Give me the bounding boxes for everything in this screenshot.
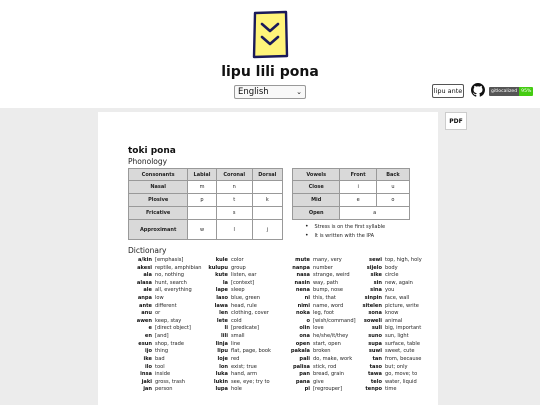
language-select-value: English (238, 87, 269, 97)
dictionary-word: a/kin (137, 257, 152, 263)
dictionary-word: anu (141, 310, 152, 317)
table-row (293, 194, 410, 207)
dictionary-gloss: but; only (385, 363, 408, 370)
dictionary-column (282, 257, 356, 394)
dictionary-gloss: this, that (313, 295, 336, 302)
dictionary-entry (202, 356, 271, 364)
dictionary-gloss: new, again (385, 279, 413, 286)
dictionary-word: supa (368, 340, 382, 347)
dictionary-gloss: picture, write (385, 302, 419, 309)
table-cell: w (188, 220, 216, 240)
row-header: Nasal (129, 181, 188, 194)
dictionary-entry (354, 265, 422, 273)
dictionary-word: telo (370, 378, 382, 385)
dictionary-word: sijelo (366, 264, 382, 271)
dictionary-column (128, 257, 202, 394)
dictionary-gloss: listen, ear (231, 272, 257, 279)
dictionary-gloss: [emphasis] (155, 257, 184, 263)
dictionary-word: nena (295, 287, 310, 294)
dictionary-gloss: head, rule (231, 302, 257, 309)
dictionary-gloss: name, word (313, 302, 344, 309)
dictionary-word: suli (371, 325, 382, 332)
dictionary-gloss: reptile, amphibian (155, 264, 202, 271)
table-header: Consonants (129, 169, 188, 181)
dictionary-entry (128, 280, 202, 288)
dictionary-entry (202, 265, 271, 273)
dictionary-word: lete (216, 317, 228, 324)
dictionary-entry (282, 333, 356, 341)
dictionary-word: pana (295, 378, 310, 385)
dictionary-gloss: bread, grain (313, 371, 345, 378)
dictionary-entry (202, 310, 271, 318)
table-row (129, 194, 283, 207)
dictionary-entry (128, 318, 202, 326)
row-header: Plosive (129, 194, 188, 207)
dictionary-entry (128, 364, 202, 372)
consonants-table (128, 168, 283, 240)
dictionary-word: esun (138, 340, 152, 347)
dictionary-word: nimi (297, 302, 310, 309)
dictionary-word: noka (296, 310, 310, 317)
dictionary-word: lupa (215, 386, 228, 393)
dictionary-entry (354, 333, 422, 341)
dictionary-gloss: low (155, 295, 164, 302)
dictionary-word: sike (370, 272, 382, 279)
table-cell: m (188, 181, 216, 194)
dictionary-word: taso (369, 363, 382, 370)
dictionary-gloss: [predicate] (231, 325, 260, 332)
dictionary-word: lon (219, 363, 228, 370)
dictionary-word: luka (215, 371, 228, 378)
table-header: Dorsal (252, 169, 282, 181)
dictionary-entry (202, 348, 271, 356)
dictionary-word: ike (143, 355, 152, 362)
dictionary-word: suwi (368, 348, 382, 355)
dictionary-word: jaki (141, 378, 152, 385)
dictionary-gloss: [and] (155, 333, 169, 340)
table-row (293, 207, 410, 220)
dictionary-word: nasin (294, 279, 310, 286)
row-header: Open (293, 207, 340, 220)
dictionary-entry (354, 364, 422, 372)
dictionary-gloss: time (385, 386, 397, 393)
table-cell (252, 181, 282, 194)
dictionary-entry (128, 325, 202, 333)
dictionary-entry (202, 325, 271, 333)
dictionary-gloss: no, nothing (155, 272, 185, 279)
dictionary-word: pan (299, 371, 310, 378)
dictionary-entry (202, 318, 271, 326)
dictionary-entry (354, 310, 422, 318)
table-cell: t (216, 194, 252, 207)
dictionary-gloss: you (385, 287, 395, 294)
dictionary-entry (354, 257, 422, 265)
dictionary-gloss: red (231, 355, 240, 362)
dictionary-word: lukin (213, 378, 228, 385)
dictionary-word: tan (372, 355, 382, 362)
dictionary-gloss: way, path (313, 279, 339, 286)
row-header: Close (293, 181, 340, 194)
dictionary-gloss: go, move; to (385, 371, 418, 378)
dictionary-entry (282, 341, 356, 349)
dictionary-word: sitelen (362, 302, 382, 309)
dictionary-column (354, 257, 422, 394)
lipu-ante-button[interactable]: lipu ante (432, 84, 464, 98)
dictionary-word: lawa (214, 302, 228, 309)
dictionary-entry (128, 310, 202, 318)
dictionary-entry (202, 272, 271, 280)
dictionary-entry (128, 265, 202, 273)
dictionary-entry (202, 287, 271, 295)
table-header: Back (376, 169, 409, 181)
dictionary-entry (202, 257, 271, 265)
dictionary-entry (202, 341, 271, 349)
dictionary-gloss: exist; true (231, 363, 257, 370)
dictionary-word: nanpa (292, 264, 310, 271)
dictionary-gloss: surface, table (385, 340, 420, 347)
dictionary-entry (282, 257, 356, 265)
dictionary-word: jan (143, 386, 152, 393)
dictionary-word: lipu (217, 348, 228, 355)
dictionary-word: ala (143, 272, 152, 279)
gitlocalized-badge[interactable] (489, 87, 533, 96)
dictionary-entry (354, 371, 422, 379)
dictionary-entry (354, 287, 422, 295)
dictionary-entry (282, 295, 356, 303)
dictionary-gloss: shop, trade (155, 340, 185, 347)
dictionary-entry (282, 364, 356, 372)
dictionary-gloss: animal (385, 317, 403, 324)
dictionary-column (202, 257, 271, 394)
dictionary-entry (128, 371, 202, 379)
dictionary-entry (354, 280, 422, 288)
phonology-heading: Phonology (128, 157, 168, 166)
table-row (129, 181, 283, 194)
dictionary-word: kule (215, 257, 228, 263)
dictionary-gloss: body (385, 264, 398, 271)
table-cell: l (216, 220, 252, 240)
dictionary-gloss: [regrouper] (313, 386, 343, 393)
dictionary-word: linja (215, 340, 228, 347)
dictionary-entry (354, 341, 422, 349)
dictionary-gloss: blue, green (231, 295, 260, 302)
dictionary-entry (202, 333, 271, 341)
dictionary-gloss: sun, light (385, 333, 409, 340)
dictionary-word: awen (136, 317, 152, 324)
dictionary-word: anpa (137, 295, 152, 302)
dictionary-gloss: thing (155, 348, 169, 355)
dictionary-word: laso (216, 295, 228, 302)
dictionary-entry (128, 272, 202, 280)
dictionary-gloss: stick, rod (313, 363, 337, 370)
dictionary-gloss: all, everything (155, 287, 192, 294)
row-header: Mid (293, 194, 340, 207)
dictionary-entry (354, 348, 422, 356)
dictionary-gloss: from, because (385, 355, 422, 362)
note-item: • It is written with the IPA (305, 231, 385, 240)
table-header: Coronal (216, 169, 252, 181)
dictionary-entry (282, 356, 356, 364)
table-cell: o (376, 194, 409, 207)
document-title: toki pona (128, 146, 176, 156)
dictionary-word: len (219, 310, 228, 317)
dictionary-entry (128, 287, 202, 295)
dictionary-entry (282, 280, 356, 288)
dictionary-gloss: [direct object] (155, 325, 191, 332)
table-cell: j (252, 220, 282, 240)
dictionary-gloss: color (231, 257, 244, 263)
dictionary-gloss: or (155, 310, 161, 317)
note-item: • Stress is on the first syllable (305, 222, 385, 231)
dictionary-gloss: bad (155, 355, 165, 362)
dictionary-gloss: water, liquid (385, 378, 417, 385)
dictionary-word: open (295, 340, 310, 347)
chevron-down-icon: ⌄ (296, 88, 302, 96)
dictionary-entry (128, 257, 202, 265)
dictionary-entry (202, 379, 271, 387)
dictionary-word: ijo (145, 348, 152, 355)
dictionary-gloss: tool (155, 363, 165, 370)
dictionary-gloss: many, very (313, 257, 342, 263)
dictionary-gloss: different (155, 302, 177, 309)
dictionary-entry (128, 341, 202, 349)
dictionary-gloss: gross, trash (155, 378, 185, 385)
dictionary-word: olin (299, 325, 310, 332)
table-cell: a (340, 207, 410, 220)
table-cell (188, 207, 216, 220)
dictionary-gloss: hunt, search (155, 279, 187, 286)
dictionary-entry (282, 371, 356, 379)
phonology-notes (305, 222, 385, 240)
dictionary-entry (202, 303, 271, 311)
dictionary-word: ilo (145, 363, 152, 370)
dictionary-entry (354, 325, 422, 333)
dictionary-gloss: love (313, 325, 324, 332)
dictionary-entry (202, 280, 271, 288)
table-cell: u (376, 181, 409, 194)
dictionary-word: lili (221, 333, 228, 340)
dictionary-entry (354, 386, 422, 394)
dictionary-entry (202, 371, 271, 379)
dictionary-entry (354, 272, 422, 280)
dictionary-gloss: hand, arm (231, 371, 258, 378)
dictionary-gloss: keep, stay (155, 317, 182, 324)
table-cell: i (340, 181, 376, 194)
table-cell: s (216, 207, 252, 220)
dictionary-entry (128, 333, 202, 341)
dictionary-gloss: inside (155, 371, 171, 378)
dictionary-word: alasa (136, 279, 152, 286)
dictionary-entry (128, 303, 202, 311)
lipu-logo-icon[interactable] (250, 10, 290, 60)
dictionary-word: pakala (290, 348, 310, 355)
dictionary-entry (202, 295, 271, 303)
table-cell (252, 207, 282, 220)
dictionary-gloss: face, wall (385, 295, 410, 302)
dictionary-gloss: top, high, holy (385, 257, 422, 263)
dictionary-gloss: strange, weird (313, 272, 350, 279)
table-cell: n (216, 181, 252, 194)
dictionary-entry (282, 379, 356, 387)
dictionary-word: sewi (369, 257, 382, 263)
vowels-table (292, 168, 410, 220)
dictionary-word: soweli (363, 317, 382, 324)
dictionary-word: tenpo (365, 386, 382, 393)
badge-value: 95% (521, 89, 532, 94)
dictionary-entry (128, 386, 202, 394)
table-cell: k (252, 194, 282, 207)
dictionary-gloss: broken (313, 348, 331, 355)
dictionary-gloss: number (313, 264, 333, 271)
dictionary-gloss: hole (231, 386, 242, 393)
dictionary-entry (202, 386, 271, 394)
dictionary-gloss: group (231, 264, 246, 271)
dictionary-word: en (144, 333, 152, 340)
dictionary-word: o (306, 317, 310, 324)
dictionary-gloss: cold (231, 317, 242, 324)
dictionary-word: ni (304, 295, 310, 302)
dictionary-gloss: [wish/command] (313, 317, 356, 324)
table-header: Vowels (293, 169, 340, 181)
dictionary-word: nasa (296, 272, 310, 279)
table-header: Front (340, 169, 376, 181)
dictionary-entry (282, 287, 356, 295)
dictionary-word: ale (143, 287, 152, 294)
dictionary-entry (282, 348, 356, 356)
dictionary-entry (354, 318, 422, 326)
table-cell: e (340, 194, 376, 207)
github-icon[interactable] (471, 83, 485, 97)
row-header: Fricative (129, 207, 188, 220)
dictionary-word: sin (373, 279, 382, 286)
dictionary-gloss: [context] (231, 279, 255, 286)
dictionary-entry (354, 295, 422, 303)
dictionary-word: sinpin (364, 295, 382, 302)
dictionary-entry (128, 356, 202, 364)
dictionary-entry (282, 310, 356, 318)
dictionary-word: sina (370, 287, 382, 294)
dictionary-gloss: flat, page, book (231, 348, 271, 355)
dictionary-gloss: sweet, cute (385, 348, 415, 355)
dictionary-word: sona (368, 310, 382, 317)
dictionary-gloss: give (313, 378, 324, 385)
dictionary-gloss: leg, foot (313, 310, 335, 317)
dictionary-word: li (224, 325, 228, 332)
row-header: Approximant (129, 220, 188, 240)
dictionary-entry (128, 379, 202, 387)
table-header-row (293, 169, 410, 181)
dictionary-word: suno (368, 333, 382, 340)
dictionary-gloss: sleep (231, 287, 245, 294)
dictionary-word: ante (139, 302, 152, 309)
dictionary-word: kulupu (208, 264, 228, 271)
dictionary-entry (128, 348, 202, 356)
dictionary-entry (202, 364, 271, 372)
dictionary-word: tawa (367, 371, 382, 378)
dictionary-gloss: start, open (313, 340, 341, 347)
table-header: Labial (188, 169, 216, 181)
site-title: lipu lili pona (221, 64, 319, 80)
dictionary-word: akesi (137, 264, 152, 271)
dictionary-entry (354, 379, 422, 387)
dictionary-word: lape (215, 287, 228, 294)
dictionary-gloss: person (155, 386, 173, 393)
dictionary-gloss: do, make, work (313, 355, 353, 362)
dictionary-word: la (222, 279, 228, 286)
dictionary-word: kute (215, 272, 228, 279)
table-cell: p (188, 194, 216, 207)
dictionary-entry (282, 386, 356, 394)
dictionary-gloss: circle (385, 272, 399, 279)
dictionary-entry (282, 272, 356, 280)
pdf-download-button[interactable]: PDF (445, 112, 467, 130)
dictionary-entry (354, 356, 422, 364)
table-row (129, 220, 283, 240)
badge-label: gitlocalized (491, 89, 518, 94)
table-row (293, 181, 410, 194)
dictionary-word: insa (140, 371, 152, 378)
dictionary-word: ona (299, 333, 310, 340)
table-header-row (129, 169, 283, 181)
dictionary-gloss: he/she/it/they (313, 333, 349, 340)
dictionary-gloss: small (231, 333, 245, 340)
dictionary-entry (282, 325, 356, 333)
dictionary-word: mute (295, 257, 310, 263)
dictionary-entry (354, 303, 422, 311)
dictionary-entry (282, 303, 356, 311)
table-row (129, 207, 283, 220)
dictionary-gloss: see, eye; try to (231, 378, 270, 385)
dictionary-gloss: bump, nose (313, 287, 344, 294)
dictionary-word: loje (217, 355, 228, 362)
dictionary-gloss: clothing, cover (231, 310, 269, 317)
language-select[interactable] (234, 85, 306, 99)
dictionary-gloss: know (385, 310, 399, 317)
dictionary-gloss: line (231, 340, 241, 347)
dictionary-word: palisa (292, 363, 310, 370)
dictionary-heading: Dictionary (128, 246, 167, 255)
dictionary-entry (282, 318, 356, 326)
dictionary-word: pi (304, 386, 310, 393)
dictionary-entry (282, 265, 356, 273)
dictionary-entry (128, 295, 202, 303)
dictionary-gloss: big, important (385, 325, 422, 332)
dictionary-word: pali (299, 355, 310, 362)
site-header (0, 0, 540, 108)
dictionary-word: e (148, 325, 152, 332)
